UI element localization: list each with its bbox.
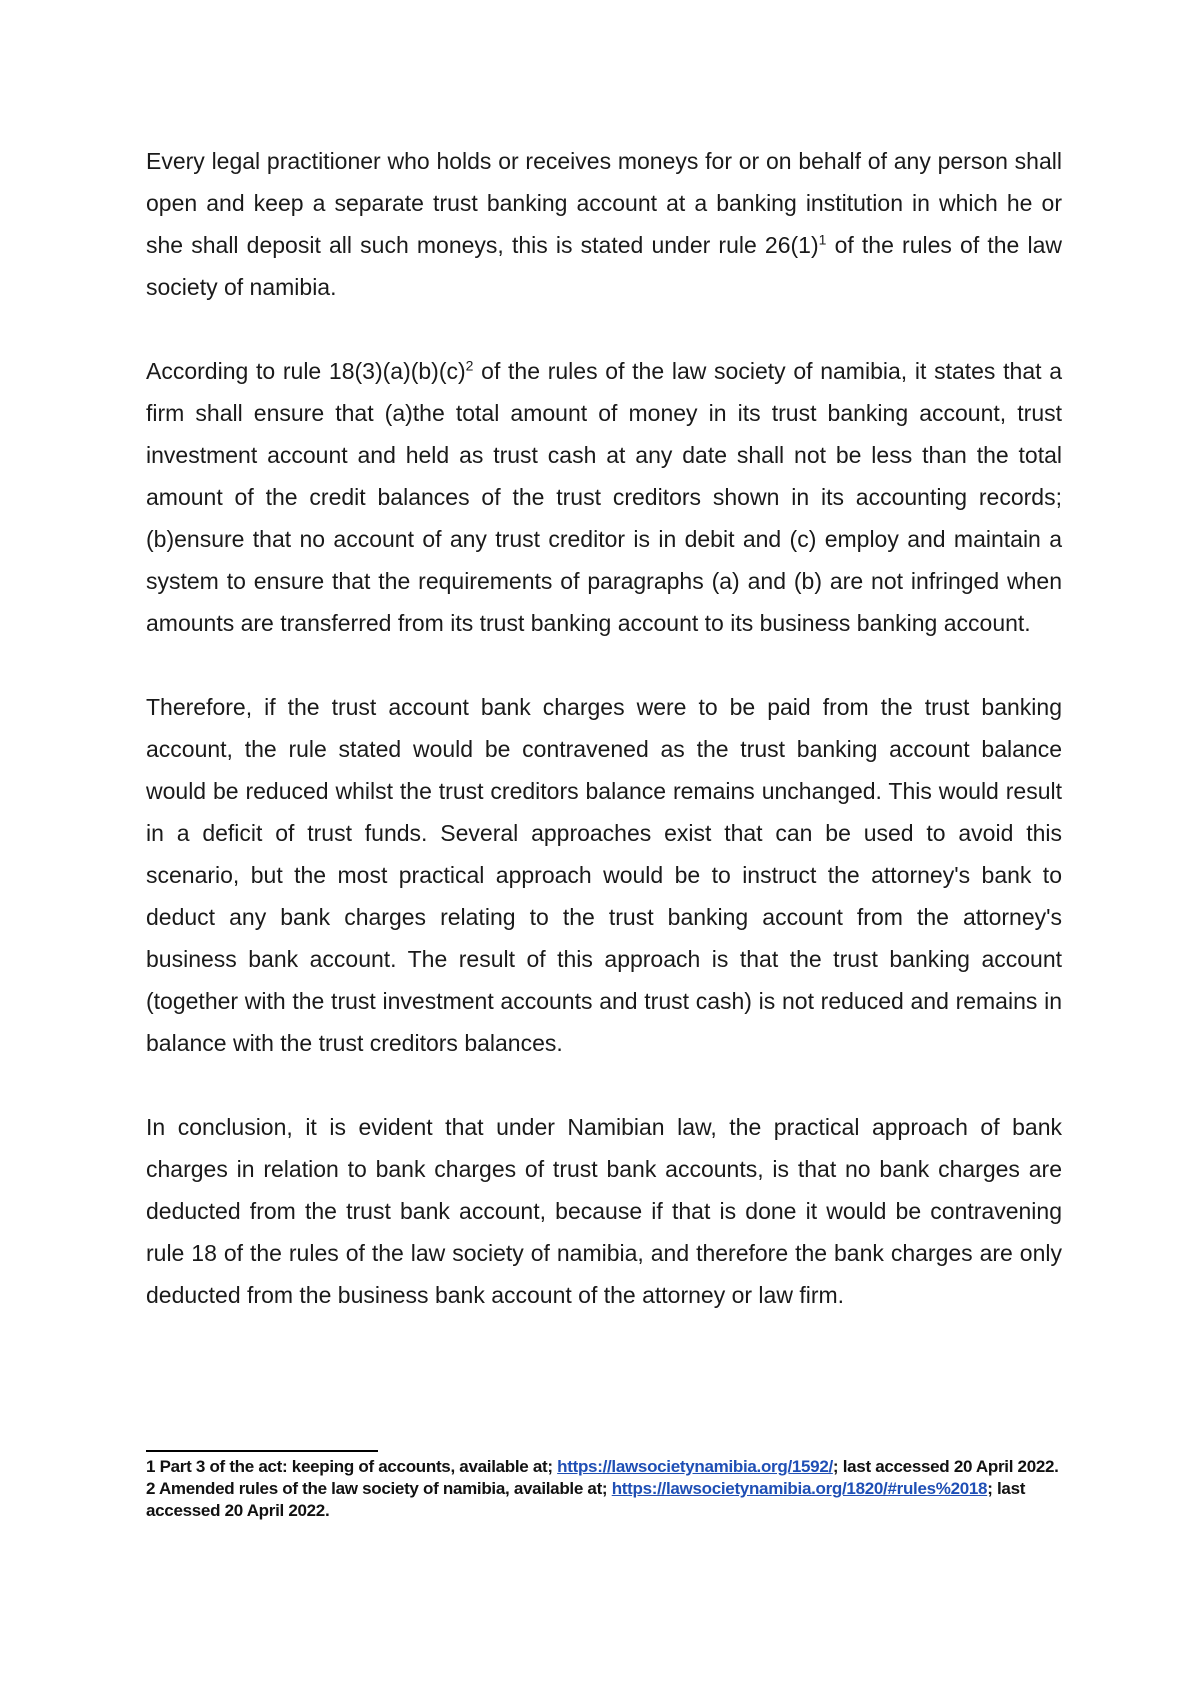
footnote-1-link[interactable]: https://lawsocietynamibia.org/1592/ xyxy=(557,1457,833,1476)
footnote-reference: 2 xyxy=(465,357,474,374)
footnote-text: 2 Amended rules of the law society of namibia, available at; xyxy=(146,1479,612,1498)
paragraph-text: of the rules of the law society of namibia. xyxy=(146,232,1063,300)
paragraph-text: Therefore, if the trust account bank charges were to be paid from the trust banking account, the rule stated would be contravened as the trust banking account balance would be reduced whilst the trust creditors balance remains unchanged. This would result in a deficit of trust funds. Several approaches exist that can be used to avoid this scenario, but the most practical approach would be to instruct the attorney's bank to deduct any bank charges relating to the trust banking account from the attorney's business bank account. The result of this approach is that the trust banking account (together with the trust investment accounts and trust cash) is not reduced and remains in balance with the trust creditors balances. xyxy=(146,694,1062,1056)
paragraph-bank-charges xyxy=(146,686,1062,1064)
footnotes-section xyxy=(146,1456,1062,1522)
paragraph-text: In conclusion, it is evident that under Namibian law, the practical approach of bank charges in relation to bank charges of trust bank accounts, is that no bank charges are deducted from the trust bank account, because if that is done it would be contravening rule 18 of the rules of the law society of namibia, and therefore the bank charges are only deducted from the business bank account of the attorney or law firm. xyxy=(146,1114,1062,1308)
paragraph-conclusion xyxy=(146,1106,1062,1316)
paragraph-text: According to rule 18(3)(a)(b)(c) xyxy=(146,358,466,384)
footnote-text: 1 Part 3 of the act: keeping of accounts, available at; xyxy=(146,1457,558,1476)
document-body xyxy=(146,140,1062,1358)
footnote-text: ; last accessed 20 April 2022. xyxy=(146,1479,1026,1520)
footnote-separator xyxy=(146,1450,378,1452)
paragraph-text: of the rules of the law society of namibia, it states that a firm shall ensure that (a)the total amount of money in its trust banking account, trust investment account and held as trust cash at any date shall not be less than the total amount of the credit balances of the trust creditors shown in its accounting records; (b)ensure that no account of any trust creditor is in debit and (c) employ and maintain a system to ensure that the requirements of paragraphs (a) and (b) are not infringed when amounts are transferred from its trust banking account to its business banking account. xyxy=(146,358,1062,636)
paragraph-text: Every legal practitioner who holds or receives moneys for or on behalf of any person shall open and keep a separate trust banking account at a banking institution in which he or she shall deposit all such moneys, this is stated under rule 26(1) xyxy=(146,148,1062,258)
footnote-1 xyxy=(146,1456,1062,1478)
footnote-2-link[interactable]: https://lawsocietynamibia.org/1820/#rules%2018 xyxy=(611,1479,988,1498)
paragraph-rule-18 xyxy=(146,350,1062,644)
footnote-text: ; last accessed 20 April 2022. xyxy=(832,1457,1059,1476)
paragraph-trust-account-requirement xyxy=(146,140,1062,308)
footnote-2 xyxy=(146,1478,1062,1522)
footnote-reference: 1 xyxy=(818,231,827,248)
